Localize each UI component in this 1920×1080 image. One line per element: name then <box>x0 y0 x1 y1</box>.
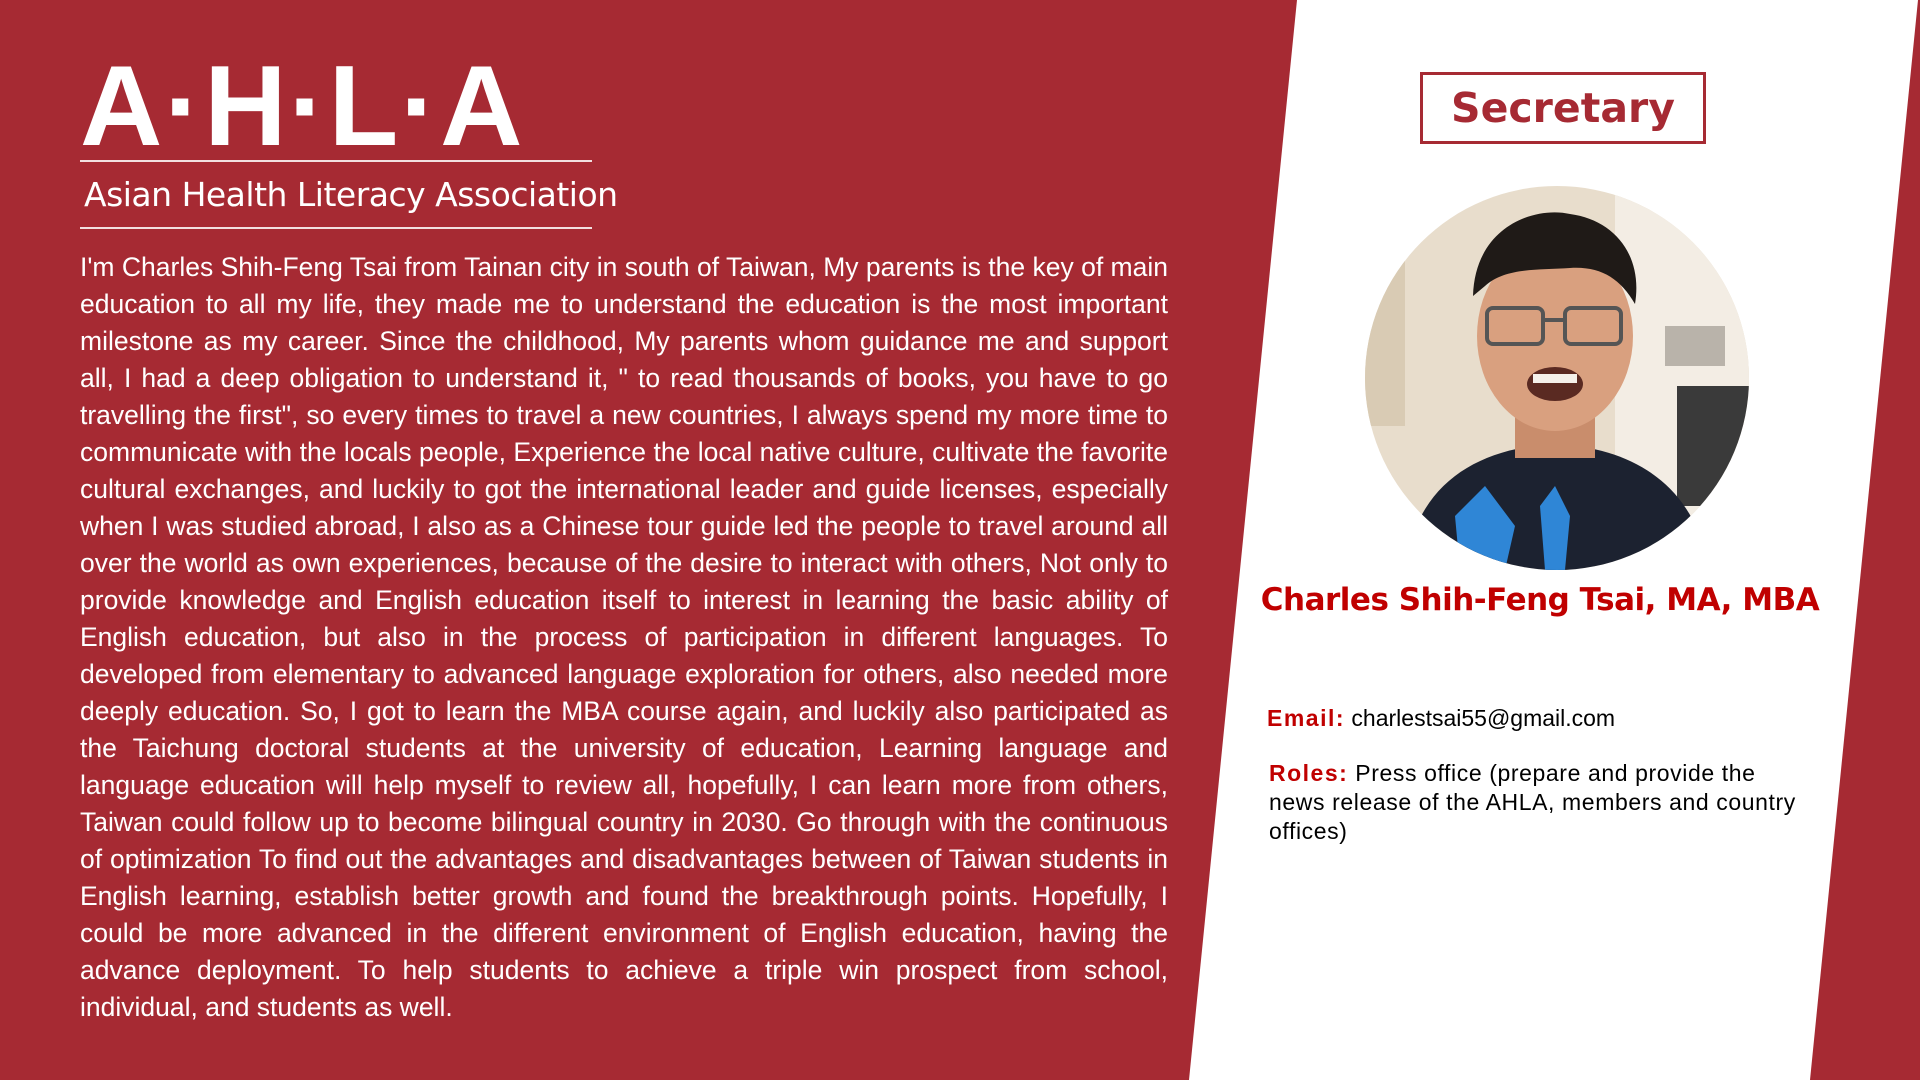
roles-label: Roles: <box>1269 760 1349 786</box>
organization-name: Asian Health Literacy Association <box>84 175 618 214</box>
email-label: Email: <box>1267 705 1346 731</box>
position-title: Secretary <box>1420 72 1706 144</box>
logo-divider-bottom <box>80 227 592 229</box>
roles-value: Press office (prepare and provide the news release of the AHLA, members and country offices) <box>1269 760 1796 844</box>
email-value: charlestsai55@gmail.com <box>1351 705 1616 731</box>
ahla-logo <box>80 50 618 229</box>
roles-line <box>1269 759 1799 846</box>
logo-wordmark: A·H·L·A <box>80 50 525 154</box>
email-line <box>1267 705 1827 732</box>
biography-text: I'm Charles Shih-Feng Tsai from Tainan city in south of Taiwan, My parents is the key of main education to all my life, they made me to understand the education is the most important milestone as my career. Since the childhood, My parents whom guidance me and support all, I had a deep obligation to understand it, " to read thousands of books, you have to go travelling the first", so every times to travel a new countries, I always spend my more time to communicate with the locals people, Experience the local native culture, cultivate the favorite cultural exchanges, and luckily to got the international leader and guide licenses, especially when I was studied abroad, I also as a Chinese tour guide led the people to travel around all over the world as own experiences, because of the desire to interact with others, Not only to provide knowledge and English education itself to interest in learning the basic ability of English education, but also in the process of participation in different languages. To developed from elementary to advanced language exploration for others, also needed more deeply education. So, I got to learn the MBA course again, and luckily also participated as the Taichung doctoral students at the university of education, Learning language and language education will help myself to review all, hopefully, I can learn more from others, Taiwan could follow up to become bilingual country in 2030. Go through with the continuous of optimization To find out the advantages and disadvantages between of Taiwan students in English learning, establish better growth and found the breakthrough points. Hopefully, I could be more advanced in the different environment of English education, having the advance deployment. To help students to achieve a triple win prospect from school, individual, and students as well. <box>80 252 1168 1022</box>
person-name: Charles Shih-Feng Tsai, MA, MBA <box>1260 582 1820 618</box>
profile-photo <box>1365 186 1749 570</box>
